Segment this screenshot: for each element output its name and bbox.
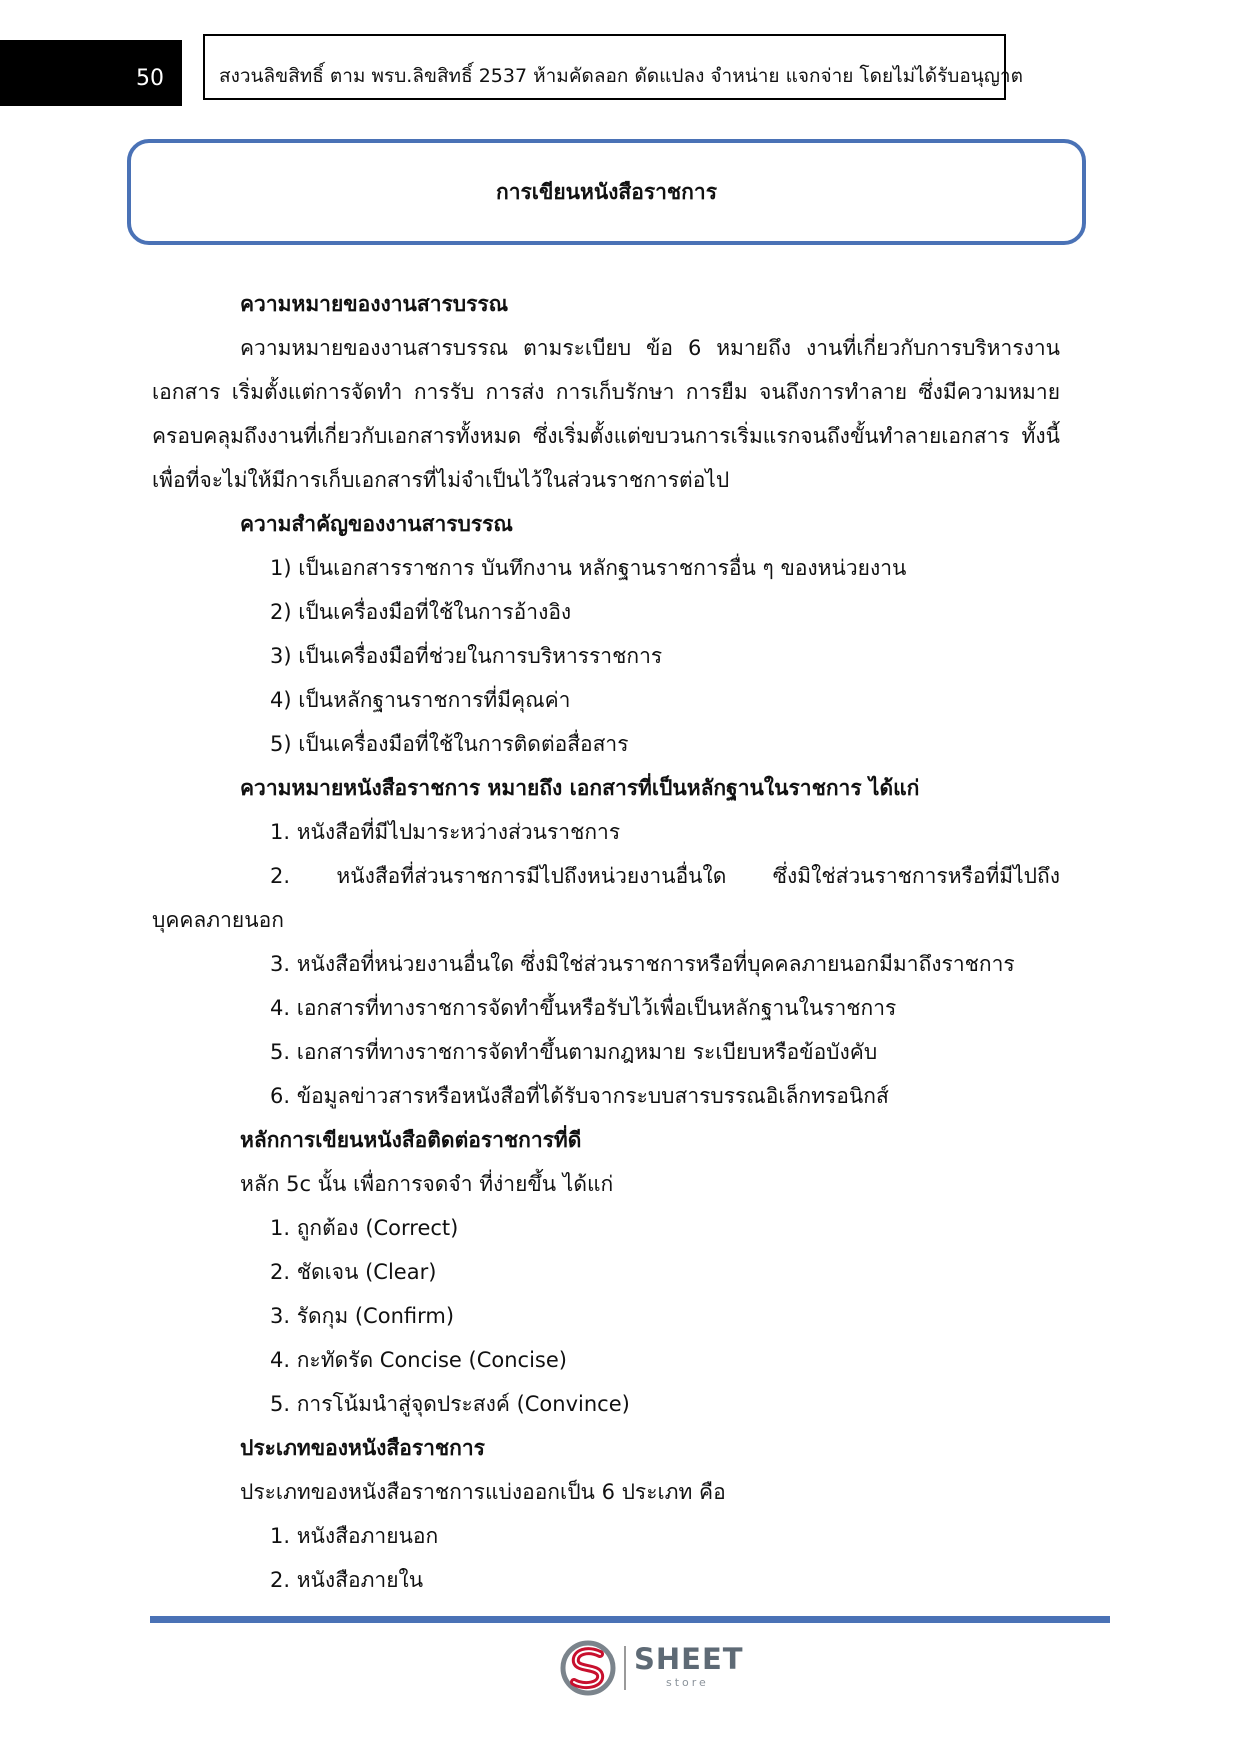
copyright-notice: [203, 34, 1023, 100]
document-body: [152, 282, 1060, 1602]
logo-s-icon: [560, 1640, 616, 1696]
paragraph-line: เอกสาร เริ่มตั้งแต่การจัดทำ การรับ การส่ง การเก็บรักษา การยืม จนถึงการทำลาย ซึ่งมีความหมาย: [152, 380, 1060, 404]
footer-divider: [150, 1616, 1110, 1623]
paragraph-line: ความหมายของงานสารบรรณ ตามระเบียบ ข้อ 6 หมายถึง งานที่เกี่ยวกับการบริหารงาน: [240, 336, 1060, 360]
list-item: 2) เป็นเครื่องมือที่ใช้ในการอ้างอิง: [270, 600, 572, 624]
list-item: 3) เป็นเครื่องมือที่ช่วยในการบริหารราชการ: [270, 644, 663, 668]
page-number: 50: [136, 66, 164, 91]
document-title-box: [127, 139, 1086, 245]
list-item: 6. ข้อมูลข่าวสารหรือหนังสือที่ได้รับจากระบบสารบรรณอิเล็กทรอนิกส์: [270, 1084, 889, 1108]
logo-divider: [624, 1646, 626, 1690]
list-item: 3. รัดกุม (Confirm): [270, 1304, 455, 1328]
section-heading-importance: ความสำคัญของงานสารบรรณ: [240, 512, 513, 536]
copyright-text: สงวนลิขสิทธิ์ ตาม พรบ.ลิขสิทธิ์ 2537 ห้ามคัดลอก ดัดแปลง จำหน่าย แจกจ่าย โดยไม่ได้รับอนุญาต: [219, 65, 1023, 87]
document-title: การเขียนหนังสือราชการ: [496, 180, 717, 204]
list-item: 4. กะทัดรัด Concise (Concise): [270, 1348, 567, 1372]
list-item: 1. หนังสือภายนอก: [270, 1524, 439, 1548]
list-item: 2. หนังสือที่ส่วนราชการมีไปถึงหน่วยงานอื่นใด ซึ่งมิใช่ส่วนราชการหรือที่มีไปถึง: [270, 864, 1060, 888]
section-heading-types: ประเภทของหนังสือราชการ: [240, 1436, 485, 1460]
list-item: 1) เป็นเอกสารราชการ บันทึกงาน หลักฐานราชการอื่น ๆ ของหน่วยงาน: [270, 556, 907, 580]
page-number-box: [0, 40, 182, 106]
list-item: 5. การโน้มนำสู่จุดประสงค์ (Convince): [270, 1392, 630, 1416]
paragraph-line: ครอบคลุมถึงงานที่เกี่ยวกับเอกสารทั้งหมด ซึ่งเริ่มตั้งแต่ขบวนการเริ่มแรกจนถึงขั้นทำลายเอกสาร ทั้งนี้: [152, 424, 1060, 448]
list-item: 1. ถูกต้อง (Correct): [270, 1216, 459, 1240]
sheet-store-logo: [560, 1640, 750, 1696]
logo-wordmark: SHEET: [634, 1642, 744, 1676]
list-item: 5) เป็นเครื่องมือที่ใช้ในการติดต่อสื่อสาร: [270, 732, 629, 756]
list-item: 4) เป็นหลักฐานราชการที่มีคุณค่า: [270, 688, 571, 712]
section-intro: หลัก 5c นั้น เพื่อการจดจำ ที่ง่ายขึ้น ได้แก่: [240, 1172, 614, 1196]
list-item: 4. เอกสารที่ทางราชการจัดทำขึ้นหรือรับไว้เพื่อเป็นหลักฐานในราชการ: [270, 996, 897, 1020]
paragraph-line: เพื่อที่จะไม่ให้มีการเก็บเอกสารที่ไม่จำเป็นไว้ในส่วนราชการต่อไป: [152, 468, 730, 492]
list-item: 2. ชัดเจน (Clear): [270, 1260, 437, 1284]
list-item: 3. หนังสือที่หน่วยงานอื่นใด ซึ่งมิใช่ส่วนราชการหรือที่บุคคลภายนอกมีมาถึงราชการ: [270, 952, 1015, 976]
section-intro: ประเภทของหนังสือราชการแบ่งออกเป็น 6 ประเภท คือ: [240, 1480, 726, 1504]
list-item: 5. เอกสารที่ทางราชการจัดทำขึ้นตามกฎหมาย ระเบียบหรือข้อบังคับ: [270, 1040, 878, 1064]
list-item: 2. หนังสือภายใน: [270, 1568, 424, 1592]
section-heading-meaning: ความหมายของงานสารบรรณ: [240, 292, 509, 316]
list-item: 1. หนังสือที่มีไปมาระหว่างส่วนราชการ: [270, 820, 621, 844]
list-item-continuation: บุคคลภายนอก: [152, 908, 284, 932]
section-heading-official-letter: ความหมายหนังสือราชการ หมายถึง เอกสารที่เป็นหลักฐานในราชการ ได้แก่: [240, 776, 920, 800]
section-heading-principles: หลักการเขียนหนังสือติดต่อราชการที่ดี: [240, 1128, 582, 1152]
logo-subtext: store: [666, 1676, 709, 1689]
